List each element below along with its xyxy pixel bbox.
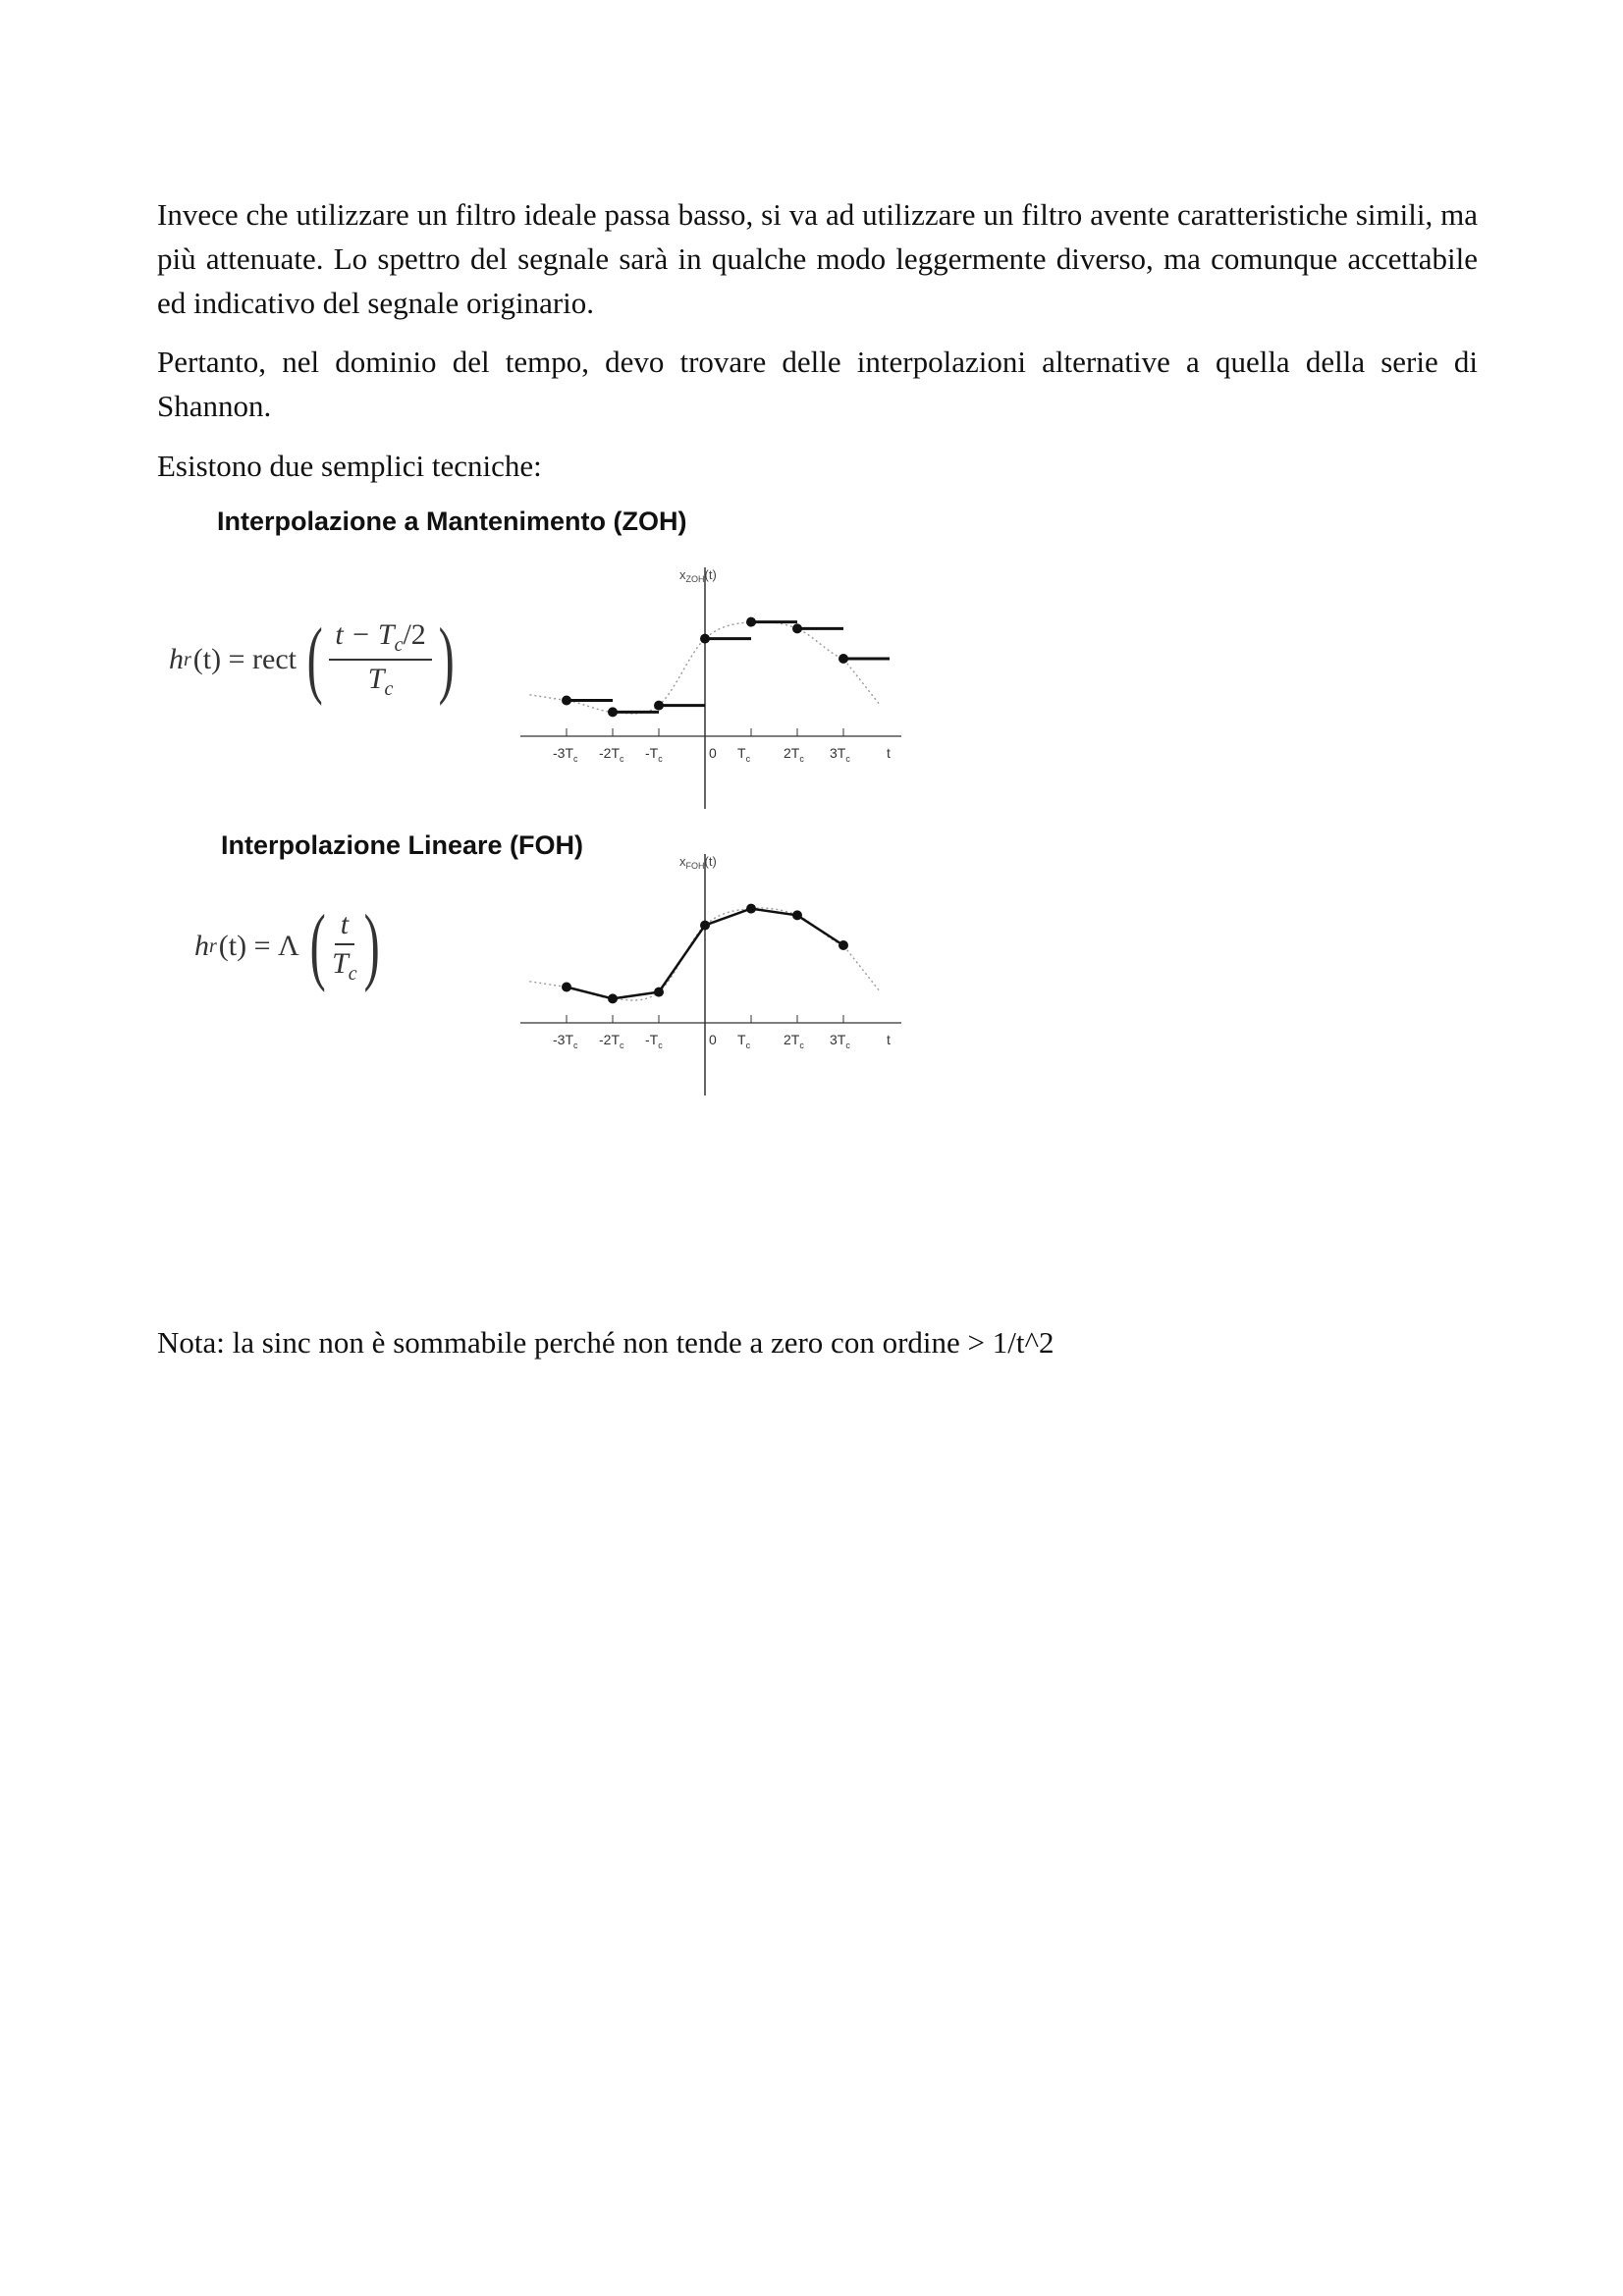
paragraph-techniques: Esistono due semplici tecniche:	[157, 449, 542, 483]
zoh-figure-title: Interpolazione a Mantenimento (ZOH)	[217, 507, 687, 536]
sample-point	[700, 634, 710, 644]
zoh-formula-den-sub: c	[384, 678, 394, 700]
sample-point	[746, 904, 756, 914]
sample-point	[562, 983, 571, 992]
y-axis-label: $x_{FOH}(t)$	[679, 854, 717, 871]
zoh-formula-lhs: (t) = rect	[192, 643, 297, 675]
foh-formula-h-sub: r	[209, 934, 217, 957]
tick-label: $-3T_c$	[553, 745, 578, 764]
sample-point	[700, 921, 710, 931]
y-axis-label: $x_{ZOH}(t)$	[679, 567, 717, 584]
tick-label: $-3T_c$	[553, 1032, 578, 1050]
sample-point	[792, 910, 802, 920]
foh-formula-den: T	[332, 946, 349, 980]
paragraph-intro: Invece che utilizzare un filtro ideale passa basso, si va ad utilizzare un filtro avente caratteristiche simili, ma più attenuate. Lo spettro del segnale sarà in qualche modo leggermente diverso, ma comunque accettabile ed indicativo del segnale originario.	[157, 197, 1478, 320]
sample-point	[654, 701, 664, 711]
tick-label: $2T_c$	[784, 1032, 804, 1050]
paragraph-time-domain: Pertanto, nel dominio del tempo, devo trovare delle interpolazioni alternative a quella della serie di Shannon.	[157, 345, 1478, 423]
zoh-formula-h-sub: r	[184, 648, 191, 670]
tick-label: $3T_c$	[830, 745, 850, 764]
sample-point	[839, 940, 848, 950]
sample-point	[562, 696, 571, 706]
tick-label: $-2T_c$	[599, 1032, 624, 1050]
zoh-formula-h: h	[169, 643, 184, 675]
sample-point	[746, 617, 756, 627]
paragraph-note: Nota: la sinc non è sommabile perché non tende a zero con ordine > 1/t^2	[157, 1325, 1055, 1360]
tick-label: 0	[709, 745, 717, 761]
tick-label: $-T_c$	[645, 1032, 663, 1050]
foh-formula-h: h	[194, 930, 209, 962]
zoh-formula-fraction	[329, 618, 432, 701]
tick-label: $2T_c$	[784, 745, 804, 764]
zoh-formula-den: T	[367, 663, 385, 695]
foh-formula: h r (t) = Λ ( $\frac{t}{T_c}$ )	[194, 898, 380, 993]
sample-point	[608, 707, 618, 717]
foh-figure-title: Interpolazione Lineare (FOH)	[221, 830, 584, 860]
tick-label: t	[887, 745, 891, 761]
tick-label: $-2T_c$	[599, 745, 624, 764]
tick-label: 0	[709, 1032, 717, 1047]
foh-formula-den-sub: c	[348, 962, 357, 985]
sample-point	[792, 623, 802, 633]
tick-label: $3T_c$	[830, 1032, 850, 1050]
tick-label: $T_c$	[737, 745, 751, 764]
sample-point	[608, 993, 618, 1003]
foh-plot	[511, 842, 903, 1097]
tick-label: t	[887, 1032, 891, 1047]
sample-point	[839, 654, 848, 664]
foh-formula-fraction	[332, 908, 357, 986]
sample-point	[654, 988, 664, 997]
tick-label: $T_c$	[737, 1032, 751, 1050]
zoh-formula: h r (t) = rect ( $\frac{t - T_c/2}{T_c}$ )	[169, 612, 455, 707]
foh-formula-lhs: (t) = Λ	[218, 930, 299, 962]
foh-formula-num: t	[340, 907, 350, 940]
zoh-formula-num-sub: c	[394, 634, 404, 656]
zoh-formula-num-tail: /2	[403, 618, 426, 651]
tick-label: $-T_c$	[645, 745, 663, 764]
zoh-formula-num: t − T	[335, 618, 395, 651]
zoh-plot	[511, 556, 903, 811]
